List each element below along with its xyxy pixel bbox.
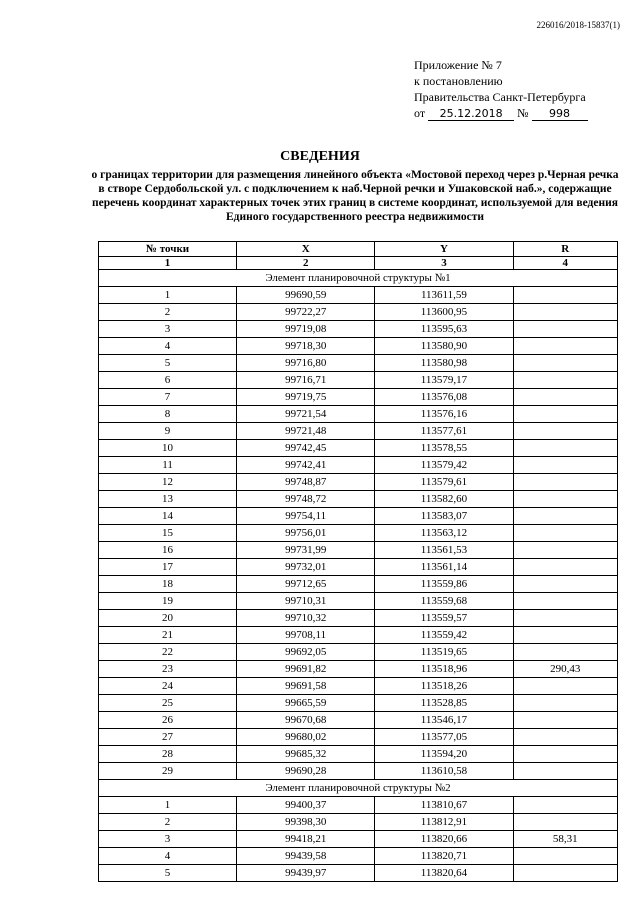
x-coordinate-cell: 99742,45 [237,440,375,457]
x-coordinate-cell: 99691,58 [237,678,375,695]
radius-cell [513,814,617,831]
column-number: 2 [237,257,375,270]
point-number-cell: 11 [99,457,237,474]
y-coordinate-cell: 113559,86 [375,576,513,593]
x-coordinate-cell: 99718,30 [237,338,375,355]
radius-cell [513,355,617,372]
x-coordinate-cell: 99691,82 [237,661,375,678]
appendix-line-1: Приложение № 7 [414,58,502,72]
point-number-cell: 10 [99,440,237,457]
y-coordinate-cell: 113580,90 [375,338,513,355]
table-row [99,338,618,355]
point-number-cell: 21 [99,627,237,644]
appendix-line-3: Правительства Санкт-Петербурга [414,90,586,104]
radius-cell [513,491,617,508]
appendix-block [414,57,588,121]
x-coordinate-cell: 99716,71 [237,372,375,389]
x-coordinate-cell: 99719,08 [237,321,375,338]
column-number: 1 [99,257,237,270]
radius-cell [513,644,617,661]
x-coordinate-cell: 99439,97 [237,865,375,882]
y-coordinate-cell: 113820,66 [375,831,513,848]
table-row [99,321,618,338]
y-coordinate-cell: 113518,26 [375,678,513,695]
radius-cell [513,746,617,763]
table-row [99,389,618,406]
y-coordinate-cell: 113579,17 [375,372,513,389]
header-x: X [237,242,375,257]
point-number-cell: 3 [99,831,237,848]
table-row [99,814,618,831]
y-coordinate-cell: 113528,85 [375,695,513,712]
y-coordinate-cell: 113600,95 [375,304,513,321]
y-coordinate-cell: 113579,61 [375,474,513,491]
x-coordinate-cell: 99754,11 [237,508,375,525]
x-coordinate-cell: 99439,58 [237,848,375,865]
point-number-cell: 29 [99,763,237,780]
header-y: Y [375,242,513,257]
decree-date: 25.12.2018 [428,108,514,121]
radius-cell [513,525,617,542]
table-row [99,831,618,848]
table-row [99,440,618,457]
y-coordinate-cell: 113812,91 [375,814,513,831]
y-coordinate-cell: 113577,61 [375,423,513,440]
x-coordinate-cell: 99731,99 [237,542,375,559]
point-number-cell: 2 [99,304,237,321]
y-coordinate-cell: 113583,07 [375,508,513,525]
table-row [99,695,618,712]
y-coordinate-cell: 113595,63 [375,321,513,338]
point-number-cell: 5 [99,865,237,882]
section-header-row [99,270,618,287]
radius-cell [513,389,617,406]
x-coordinate-cell: 99756,01 [237,525,375,542]
point-number-cell: 13 [99,491,237,508]
header-r: R [513,242,617,257]
x-coordinate-cell: 99710,32 [237,610,375,627]
point-number-cell: 23 [99,661,237,678]
table-row [99,678,618,695]
radius-cell [513,474,617,491]
radius-cell [513,763,617,780]
radius-cell [513,559,617,576]
radius-cell: 58,31 [513,831,617,848]
point-number-cell: 1 [99,287,237,304]
point-number-cell: 22 [99,644,237,661]
radius-cell [513,508,617,525]
point-number-cell: 16 [99,542,237,559]
x-coordinate-cell: 99680,02 [237,729,375,746]
point-number-cell: 7 [99,389,237,406]
point-number-cell: 3 [99,321,237,338]
appendix-line-2: к постановлению [414,74,503,88]
y-coordinate-cell: 113611,59 [375,287,513,304]
table-row [99,576,618,593]
radius-cell [513,729,617,746]
point-number-cell: 20 [99,610,237,627]
from-label: от [414,106,426,120]
table-row [99,542,618,559]
point-number-cell: 5 [99,355,237,372]
header-point-number: № точки [99,242,237,257]
radius-cell [513,865,617,882]
y-coordinate-cell: 113559,42 [375,627,513,644]
table-body [99,270,618,882]
table-row [99,746,618,763]
radius-cell [513,440,617,457]
radius-cell [513,542,617,559]
table-row [99,457,618,474]
point-number-cell: 2 [99,814,237,831]
x-coordinate-cell: 99721,54 [237,406,375,423]
radius-cell [513,848,617,865]
point-number-cell: 6 [99,372,237,389]
table-row [99,474,618,491]
point-number-cell: 28 [99,746,237,763]
table-row [99,372,618,389]
table-row [99,661,618,678]
point-number-cell: 27 [99,729,237,746]
y-coordinate-cell: 113519,65 [375,644,513,661]
table-row [99,355,618,372]
point-number-cell: 1 [99,797,237,814]
x-coordinate-cell: 99708,11 [237,627,375,644]
y-coordinate-cell: 113810,67 [375,797,513,814]
radius-cell [513,627,617,644]
x-coordinate-cell: 99732,01 [237,559,375,576]
radius-cell [513,406,617,423]
table-row [99,729,618,746]
y-coordinate-cell: 113580,98 [375,355,513,372]
y-coordinate-cell: 113563,12 [375,525,513,542]
section-title: Элемент планировочной структуры №1 [99,270,618,287]
radius-cell [513,695,617,712]
number-label: № [517,106,529,120]
radius-cell [513,576,617,593]
point-number-cell: 8 [99,406,237,423]
table-row [99,644,618,661]
table-row [99,304,618,321]
radius-cell [513,797,617,814]
appendix-date-line [414,105,588,121]
point-number-cell: 4 [99,338,237,355]
point-number-cell: 12 [99,474,237,491]
x-coordinate-cell: 99742,41 [237,457,375,474]
point-number-cell: 18 [99,576,237,593]
radius-cell [513,304,617,321]
y-coordinate-cell: 113820,64 [375,865,513,882]
section-header-row [99,780,618,797]
table-header-row [99,242,618,257]
x-coordinate-cell: 99722,27 [237,304,375,321]
x-coordinate-cell: 99690,28 [237,763,375,780]
y-coordinate-cell: 113576,08 [375,389,513,406]
section-title: Элемент планировочной структуры №2 [99,780,618,797]
x-coordinate-cell: 99748,87 [237,474,375,491]
y-coordinate-cell: 113576,16 [375,406,513,423]
x-coordinate-cell: 99710,31 [237,593,375,610]
radius-cell [513,321,617,338]
radius-cell [513,457,617,474]
y-coordinate-cell: 113577,05 [375,729,513,746]
document-id: 226016/2018-15837(1) [536,20,620,30]
y-coordinate-cell: 113582,60 [375,491,513,508]
y-coordinate-cell: 113594,20 [375,746,513,763]
y-coordinate-cell: 113579,42 [375,457,513,474]
table-row [99,797,618,814]
x-coordinate-cell: 99665,59 [237,695,375,712]
point-number-cell: 17 [99,559,237,576]
document-subtitle: о границах территории для размещения линейного объекта «Мостовой переход через р.Черная речка в створе Сердобольской ул. с подключением к наб.Черной речки и Ушаковской наб.», содержащие перечень координат характерных точек этих границ в системе координат, используемой для ведения Единого государственного реестра недвижимости [91,169,619,223]
point-number-cell: 26 [99,712,237,729]
radius-cell [513,712,617,729]
radius-cell [513,678,617,695]
point-number-cell: 24 [99,678,237,695]
table-row [99,423,618,440]
point-number-cell: 9 [99,423,237,440]
x-coordinate-cell: 99398,30 [237,814,375,831]
radius-cell [513,610,617,627]
table-row [99,559,618,576]
table-row [99,763,618,780]
y-coordinate-cell: 113561,14 [375,559,513,576]
decree-number: 998 [532,108,588,121]
x-coordinate-cell: 99748,72 [237,491,375,508]
column-number: 4 [513,257,617,270]
table-row [99,593,618,610]
column-number: 3 [375,257,513,270]
y-coordinate-cell: 113561,53 [375,542,513,559]
table-row [99,848,618,865]
y-coordinate-cell: 113546,17 [375,712,513,729]
point-number-cell: 4 [99,848,237,865]
radius-cell [513,593,617,610]
y-coordinate-cell: 113578,55 [375,440,513,457]
radius-cell: 290,43 [513,661,617,678]
x-coordinate-cell: 99670,68 [237,712,375,729]
table-row [99,712,618,729]
radius-cell [513,372,617,389]
radius-cell [513,423,617,440]
table-row [99,406,618,423]
table-row [99,508,618,525]
point-number-cell: 25 [99,695,237,712]
x-coordinate-cell: 99685,32 [237,746,375,763]
table-row [99,865,618,882]
table-row [99,525,618,542]
coordinates-table [98,241,618,882]
document-title: СВЕДЕНИЯ [280,149,360,164]
y-coordinate-cell: 113518,96 [375,661,513,678]
y-coordinate-cell: 113610,58 [375,763,513,780]
x-coordinate-cell: 99721,48 [237,423,375,440]
x-coordinate-cell: 99716,80 [237,355,375,372]
point-number-cell: 15 [99,525,237,542]
x-coordinate-cell: 99400,37 [237,797,375,814]
x-coordinate-cell: 99692,05 [237,644,375,661]
x-coordinate-cell: 99712,65 [237,576,375,593]
table-row [99,287,618,304]
radius-cell [513,287,617,304]
radius-cell [513,338,617,355]
table-row [99,610,618,627]
x-coordinate-cell: 99719,75 [237,389,375,406]
column-number-row [99,257,618,270]
y-coordinate-cell: 113559,68 [375,593,513,610]
x-coordinate-cell: 99418,21 [237,831,375,848]
x-coordinate-cell: 99690,59 [237,287,375,304]
table-row [99,491,618,508]
y-coordinate-cell: 113559,57 [375,610,513,627]
point-number-cell: 19 [99,593,237,610]
y-coordinate-cell: 113820,71 [375,848,513,865]
table-row [99,627,618,644]
point-number-cell: 14 [99,508,237,525]
